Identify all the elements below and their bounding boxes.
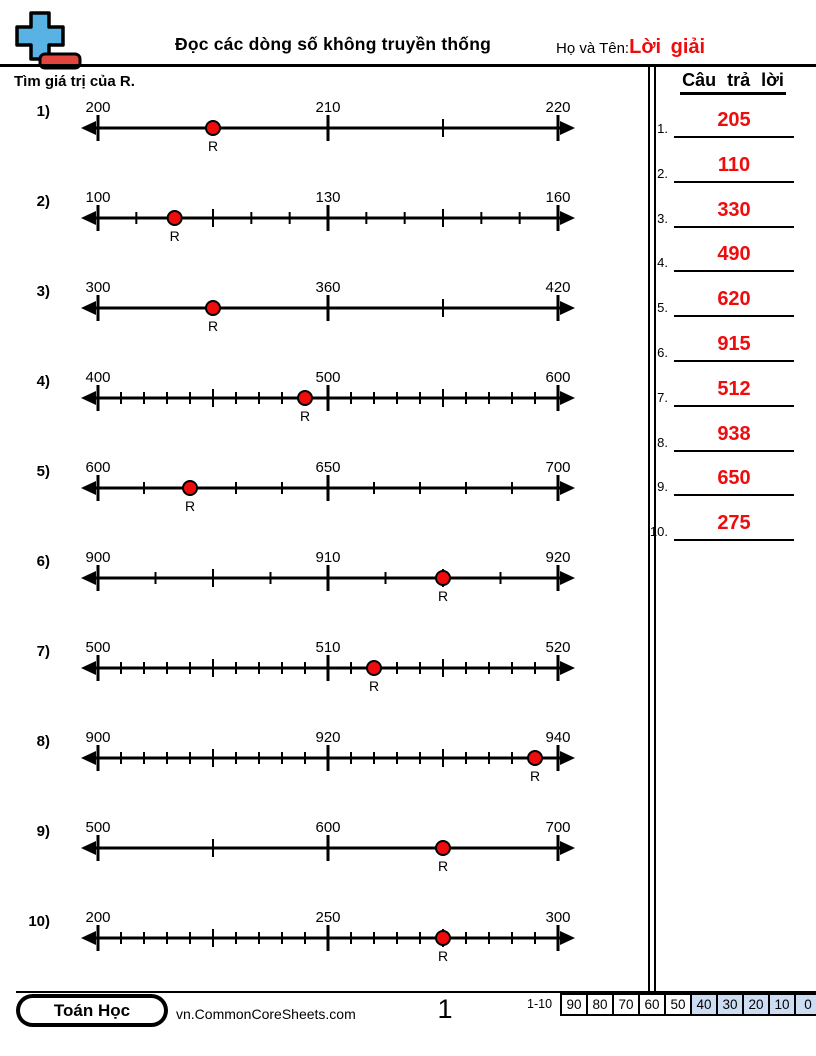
point-label: R	[437, 588, 449, 604]
number-line	[78, 458, 578, 522]
score-cell: 70	[612, 993, 640, 1016]
axis-label: 700	[545, 459, 571, 476]
point-label: R	[529, 768, 541, 784]
score-cell: 90	[560, 993, 588, 1016]
number-line	[78, 818, 578, 882]
problem-number: 9)	[36, 823, 50, 840]
problem-row	[0, 98, 650, 162]
axis-label: 510	[315, 639, 341, 656]
number-line	[78, 728, 578, 792]
problem-row	[0, 728, 650, 792]
axis-label: 940	[545, 729, 571, 746]
score-cell: 20	[742, 993, 770, 1016]
axis-label: 220	[545, 99, 571, 116]
answer-value: 205	[674, 109, 794, 138]
answer-key-label: Lời giải	[629, 36, 706, 58]
score-cell: 50	[664, 993, 692, 1016]
axis-label: 200	[85, 909, 111, 926]
point-dot	[298, 391, 312, 405]
page-number: 1	[437, 994, 453, 1024]
answer-number: 6.	[657, 345, 668, 360]
score-range-label: 1-10	[527, 997, 553, 1011]
axis-label: 160	[545, 189, 571, 206]
problem-row	[0, 188, 650, 252]
answer-number: 5.	[657, 300, 668, 315]
point-label: R	[169, 228, 180, 244]
axis-label: 500	[85, 639, 111, 656]
answer-value: 915	[674, 333, 794, 362]
axis-label: 920	[315, 729, 341, 746]
point-dot	[367, 661, 381, 675]
problem-row	[0, 638, 650, 702]
point-dot	[436, 571, 450, 585]
score-cell: 40	[690, 993, 718, 1016]
point-label: R	[437, 858, 449, 874]
header-rule	[0, 64, 816, 67]
number-line	[78, 638, 578, 702]
number-line	[78, 908, 578, 972]
point-label: R	[368, 678, 380, 694]
number-line	[78, 188, 578, 252]
axis-label: 420	[545, 279, 571, 296]
point-label: R	[207, 318, 219, 334]
problem-row	[0, 368, 650, 432]
score-cell: 0	[794, 993, 816, 1016]
axis-label: 210	[315, 99, 341, 116]
axis-label: 500	[315, 369, 341, 386]
page-title: Đọc các dòng số không truyền thống	[175, 34, 491, 54]
problem-number: 8)	[36, 733, 50, 750]
score-cell: 80	[586, 993, 614, 1016]
instruction-text: Tìm giá trị của R.	[14, 73, 135, 90]
point-label: R	[184, 498, 196, 514]
axis-label: 130	[315, 189, 341, 206]
axis-label: 650	[315, 459, 341, 476]
number-line	[78, 98, 578, 162]
point-dot	[183, 481, 197, 495]
score-cell: 10	[768, 993, 796, 1016]
point-dot	[206, 121, 220, 135]
axis-label: 900	[85, 549, 111, 566]
answer-value: 650	[674, 467, 794, 496]
answer-number: 8.	[657, 435, 668, 450]
problem-number: 3)	[36, 283, 50, 300]
problem-number: 2)	[36, 193, 50, 210]
answer-value: 275	[674, 512, 794, 541]
point-label: R	[207, 138, 219, 154]
point-dot	[168, 211, 182, 225]
axis-label: 400	[85, 369, 111, 386]
axis-label: 520	[545, 639, 571, 656]
point-label: R	[437, 948, 449, 964]
problem-number: 4)	[36, 373, 50, 390]
plus-icon	[17, 13, 63, 59]
commoncoresheets-logo	[14, 10, 86, 72]
axis-label: 100	[85, 189, 111, 206]
answers-title: Câu trả lời	[680, 70, 786, 95]
point-dot	[436, 841, 450, 855]
axis-label: 200	[85, 99, 111, 116]
problem-row	[0, 278, 650, 342]
axis-label: 250	[315, 909, 341, 926]
answer-value: 938	[674, 423, 794, 452]
point-dot	[436, 931, 450, 945]
problem-row	[0, 908, 650, 972]
axis-label: 300	[85, 279, 111, 296]
axis-label: 910	[315, 549, 341, 566]
axis-label: 360	[315, 279, 341, 296]
answer-number: 2.	[657, 166, 668, 181]
subject-badge	[16, 994, 168, 1027]
answer-value: 330	[674, 199, 794, 228]
answers-header	[652, 70, 814, 95]
axis-label: 900	[85, 729, 111, 746]
answer-value: 512	[674, 378, 794, 407]
problem-number: 6)	[36, 553, 50, 570]
axis-label: 600	[545, 369, 571, 386]
number-line	[78, 548, 578, 612]
answer-value: 490	[674, 243, 794, 272]
problem-row	[0, 818, 650, 882]
problem-number: 7)	[36, 643, 50, 660]
axis-label: 300	[545, 909, 571, 926]
point-dot	[528, 751, 542, 765]
name-line	[556, 36, 705, 59]
score-cell: 60	[638, 993, 666, 1016]
answer-number: 10.	[649, 524, 668, 539]
subject-badge-label: Toán Học	[20, 998, 164, 1023]
number-line	[78, 368, 578, 432]
number-line	[78, 278, 578, 342]
name-label: Họ và Tên:	[556, 40, 630, 57]
axis-label: 600	[85, 459, 111, 476]
problem-row	[0, 458, 650, 522]
answer-number: 3.	[657, 211, 668, 226]
point-dot	[206, 301, 220, 315]
problem-row	[0, 548, 650, 612]
score-cell: 30	[716, 993, 744, 1016]
axis-label: 600	[315, 819, 341, 836]
axis-label: 500	[85, 819, 111, 836]
point-label: R	[299, 408, 311, 424]
score-table	[560, 993, 816, 1016]
answer-number: 7.	[657, 390, 668, 405]
answer-number: 1.	[657, 121, 668, 136]
problem-number: 10)	[28, 913, 50, 930]
problem-number: 1)	[36, 103, 50, 120]
answer-value: 620	[674, 288, 794, 317]
site-url: vn.CommonCoreSheets.com	[176, 1006, 356, 1022]
answer-number: 4.	[657, 255, 668, 270]
answer-value: 110	[674, 154, 794, 183]
axis-label: 920	[545, 549, 571, 566]
axis-label: 700	[545, 819, 571, 836]
answer-number: 9.	[657, 479, 668, 494]
problem-number: 5)	[36, 463, 50, 480]
